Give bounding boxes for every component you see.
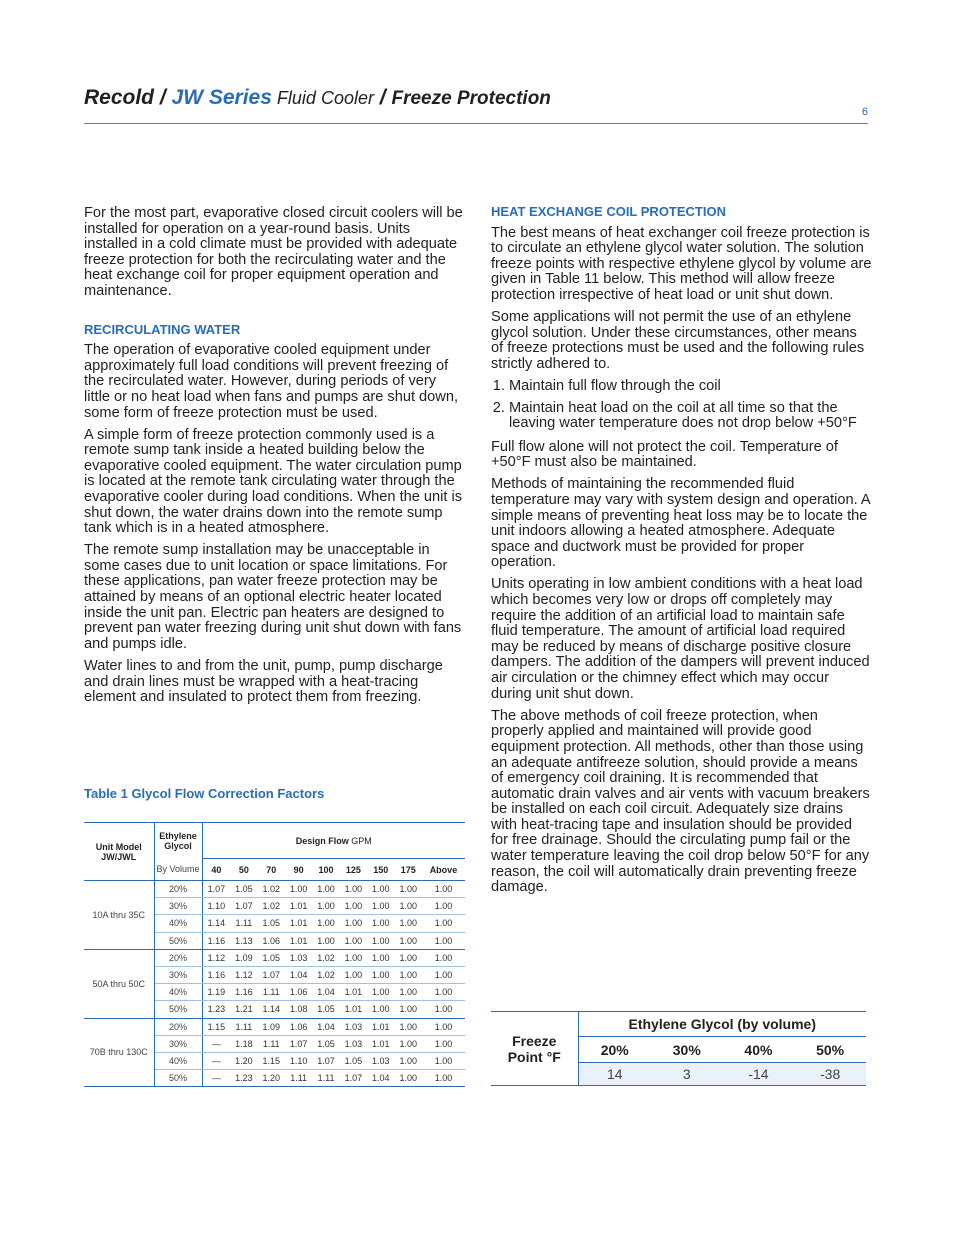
correction-factor-cell: 1.00 [422, 1052, 465, 1069]
unit-label: °F [542, 1048, 561, 1065]
correction-factor-cell: 1.00 [367, 932, 394, 949]
correction-factor-cell: 1.00 [367, 1001, 394, 1018]
paragraph: The operation of evaporative cooled equipment under approximately full load conditions will prevent freezing of the recirculated water. However, during periods of very little or no heat load when fans and pumps are shut down, some form of freeze protection must be used. [84, 342, 459, 421]
by-volume-header: By Volume [154, 859, 202, 881]
freeze-value: 14 [578, 1063, 651, 1086]
page-header [84, 86, 868, 124]
series-name: JW Series [171, 86, 272, 109]
percent-header: 50% [794, 1037, 866, 1063]
correction-factor-cell: 1.00 [422, 1001, 465, 1018]
correction-factor-cell: — [202, 1035, 230, 1052]
page-number: 6 [861, 106, 868, 118]
correction-factor-cell: 1.00 [340, 898, 367, 915]
correction-factor-cell: 1.09 [230, 949, 257, 966]
correction-factor-cell: 1.00 [312, 915, 339, 932]
correction-factor-cell: 1.01 [285, 932, 312, 949]
unit-model-header: Unit Model JW/JWL [84, 823, 154, 881]
correction-factor-cell: 1.02 [312, 949, 339, 966]
flow-header: 50 [230, 859, 257, 881]
correction-factor-cell: 1.04 [285, 966, 312, 983]
correction-factor-cell: 1.23 [230, 1070, 257, 1087]
coil-protection-heading: HEAT EXCHANGE COIL PROTECTION [491, 204, 726, 219]
freeze-header-row [491, 1012, 866, 1037]
correction-factor-cell: 1.00 [395, 898, 422, 915]
correction-factor-cell: 1.00 [395, 932, 422, 949]
table1-body [84, 881, 465, 1087]
correction-factor-cell: 1.01 [367, 1035, 394, 1052]
correction-factor-cell: 1.19 [202, 984, 230, 1001]
correction-factor-cell: 1.01 [285, 915, 312, 932]
correction-factor-cell: 1.00 [367, 966, 394, 983]
freeze-value: -14 [723, 1063, 795, 1086]
correction-factor-cell: 1.10 [202, 898, 230, 915]
correction-factor-cell: 1.15 [202, 1018, 230, 1035]
correction-factor-cell: 1.00 [422, 915, 465, 932]
correction-factor-cell: — [202, 1070, 230, 1087]
correction-factor-cell: 1.00 [422, 932, 465, 949]
correction-factor-cell: 1.00 [367, 984, 394, 1001]
correction-factor-cell: 1.00 [367, 898, 394, 915]
brand-name: Recold [84, 86, 155, 109]
correction-factor-cell: 1.06 [258, 932, 285, 949]
flow-header: 175 [395, 859, 422, 881]
correction-factor-cell: 1.00 [312, 898, 339, 915]
recirculating-water-heading: RECIRCULATING WATER [84, 321, 241, 337]
right-column [491, 204, 873, 902]
correction-factor-cell: 1.07 [340, 1070, 367, 1087]
correction-factor-cell: 1.00 [395, 984, 422, 1001]
correction-factor-cell: 1.00 [285, 881, 312, 898]
correction-factor-cell: 1.00 [422, 1018, 465, 1035]
correction-factor-cell: 1.00 [395, 1052, 422, 1069]
correction-factor-cell: 1.00 [395, 1070, 422, 1087]
design-flow-label: Design Flow [295, 835, 349, 846]
freeze-value: -38 [794, 1063, 866, 1086]
percent-header: 30% [651, 1037, 723, 1063]
glycol-percent-cell: 50% [154, 1070, 202, 1087]
correction-factor-cell: 1.03 [285, 949, 312, 966]
correction-factor-cell: 1.07 [258, 966, 285, 983]
flow-header: 90 [285, 859, 312, 881]
correction-factor-cell: 1.03 [340, 1018, 367, 1035]
flow-header: 70 [258, 859, 285, 881]
correction-factor-cell: 1.07 [285, 1035, 312, 1052]
paragraph: Methods of maintaining the recommended fluid temperature may vary with system design and operation. A simple means of preventing heat loss may be to locate the unit indoors allowing a heated atmosphere. Adequate space and ductwork must be provided for proper operation. [491, 476, 870, 571]
correction-factor-cell: 1.14 [258, 1001, 285, 1018]
glycol-percent-cell: 30% [154, 1035, 202, 1052]
section-title: Freeze Protection [391, 88, 551, 109]
flow-header: 40 [202, 859, 230, 881]
correction-factor-cell: 1.00 [395, 949, 422, 966]
correction-factor-cell: 1.00 [340, 966, 367, 983]
correction-factor-cell: 1.05 [258, 915, 285, 932]
correction-factor-cell: 1.00 [395, 1035, 422, 1052]
correction-factor-cell: 1.23 [202, 1001, 230, 1018]
correction-factor-cell: 1.07 [202, 881, 230, 898]
correction-factor-cell: 1.03 [367, 1052, 394, 1069]
unit-model-cell: 50A thru 50C [84, 949, 154, 1018]
correction-factor-cell: 1.06 [285, 984, 312, 1001]
glycol-volume-header: Ethylene Glycol (by volume) [578, 1012, 866, 1037]
correction-factor-cell: 1.05 [340, 1052, 367, 1069]
product-name: Fluid Cooler [271, 88, 374, 108]
correction-factor-cell: 1.00 [312, 881, 339, 898]
header-separator: / [154, 86, 172, 109]
header-separator: / [373, 86, 392, 109]
correction-factor-cell: 1.00 [422, 1070, 465, 1087]
freeze-value: 3 [651, 1063, 723, 1086]
correction-factor-cell: 1.00 [422, 984, 465, 1001]
rule-item: 1. Maintain full flow through the coil [509, 379, 873, 395]
correction-factor-cell: 1.00 [395, 881, 422, 898]
correction-factor-cell: 1.00 [395, 966, 422, 983]
correction-factor-cell: 1.16 [202, 932, 230, 949]
correction-factor-cell: 1.11 [312, 1070, 339, 1087]
glycol-header: Ethylene Glycol [154, 823, 202, 859]
glycol-percent-cell: 40% [154, 984, 202, 1001]
glycol-percent-cell: 30% [154, 898, 202, 915]
glycol-percent-cell: 40% [154, 915, 202, 932]
point-label: Point [507, 1048, 543, 1065]
rules-list [491, 379, 873, 432]
correction-factor-cell: 1.00 [367, 949, 394, 966]
freeze-point-table [491, 1011, 866, 1086]
correction-factor-cell: 1.01 [340, 1001, 367, 1018]
correction-factor-cell: 1.15 [258, 1052, 285, 1069]
correction-factor-cell: 1.08 [285, 1001, 312, 1018]
correction-factor-cell: 1.16 [202, 966, 230, 983]
rule-item: 2. Maintain heat load on the coil at all time so that the leaving water temperature does not drop below +50°F [509, 401, 873, 432]
correction-factor-cell: 1.07 [312, 1052, 339, 1069]
correction-factor-cell: 1.00 [340, 949, 367, 966]
correction-factor-cell: 1.09 [258, 1018, 285, 1035]
correction-factor-cell: 1.00 [340, 881, 367, 898]
correction-factor-cell: 1.04 [367, 1070, 394, 1087]
glycol-percent-cell: 20% [154, 949, 202, 966]
unit-model-cell: 70B thru 130C [84, 1018, 154, 1087]
warning-note: Full flow alone will not protect the coil. Temperature of +50°F must also be maintained. [491, 438, 838, 471]
paragraph: A simple form of freeze protection commonly used is a remote sump tank inside a heated building below the evaporative cooled equipment. The water circulation pump is located at the remote tank circulating water through the evaporative cooler during load conditions. When the unit is shut down, the water drains down into the remote sump tank which is in a heated atmosphere. [84, 426, 463, 537]
percent-header: 20% [578, 1037, 651, 1063]
correction-factor-cell: 1.05 [230, 881, 257, 898]
unit-model-cell: 10A thru 35C [84, 881, 154, 950]
paragraph: Units operating in low ambient conditions with a heat load which becomes very low or drops off completely may require the addition of an artificial load to maintain safe fluid temperature. The amount of artificial load required may be reduced by means of discharge positive closure dampers. The addition of the dampers will prevent induced air circulation or the chimney effect which may occur during unit shut down. [491, 576, 870, 702]
correction-factor-cell: 1.00 [312, 932, 339, 949]
glycol-percent-cell: 20% [154, 881, 202, 898]
correction-factor-cell: 1.00 [395, 1018, 422, 1035]
correction-factor-cell: 1.12 [230, 966, 257, 983]
table-row [84, 1018, 465, 1035]
correction-factor-cell: 1.11 [230, 915, 257, 932]
correction-factor-cell: 1.12 [202, 949, 230, 966]
glycol-percent-cell: 40% [154, 1052, 202, 1069]
glycol-percent-cell: 30% [154, 966, 202, 983]
correction-factor-cell: 1.21 [230, 1001, 257, 1018]
correction-factor-cell: 1.05 [258, 949, 285, 966]
freeze-label: Freeze [512, 1032, 557, 1049]
flow-header: 125 [340, 859, 367, 881]
flow-header: 150 [367, 859, 394, 881]
correction-factor-cell: 1.05 [312, 1035, 339, 1052]
correction-factor-cell: 1.00 [340, 932, 367, 949]
correction-factor-cell: 1.01 [340, 984, 367, 1001]
correction-factor-cell: 1.20 [258, 1070, 285, 1087]
correction-factor-cell: 1.06 [285, 1018, 312, 1035]
correction-factor-cell: 1.00 [422, 898, 465, 915]
correction-factor-cell: 1.11 [285, 1070, 312, 1087]
correction-factor-cell: 1.00 [395, 915, 422, 932]
paragraph: Some applications will not permit the use of an ethylene glycol solution. Under these circumstances, other means of freeze protections must be used and the following rules strictly adhered to. [491, 309, 865, 372]
correction-factor-cell: 1.16 [230, 984, 257, 1001]
correction-factor-cell: 1.10 [285, 1052, 312, 1069]
percent-header: 40% [723, 1037, 795, 1063]
flow-header: Above [422, 859, 465, 881]
paragraph: The remote sump installation may be unacceptable in some cases due to unit location or space limitations. For these applications, pan water freeze protection may be attained by means of an optional electric heater located inside the unit pan. Electric pan heaters are designed to prevent pan water freezing during unit shut down with fans and pumps idle. [84, 542, 462, 652]
left-column [84, 206, 466, 712]
correction-factor-cell: 1.01 [285, 898, 312, 915]
paragraph: The above methods of coil freeze protection, when properly applied and maintained will provide good equipment protection. All methods, other than those using an adequate antifreeze solution, should provide a means of emergency coil draining. It is recommended that automatic drain valves and air vents with vacuum breakers be installed on each coil circuit. Adequately size drains with heat-tracing tape and insulation should be provided for free drainage. Should the circulating pump fail or the water temperature leaving the coil drop below 50°F for any reason, the coil will automatically drain preventing freeze damage. [491, 707, 870, 896]
table1-caption: Table 1 Glycol Flow Correction Factors [84, 786, 325, 801]
glycol-percent-cell: 50% [154, 1001, 202, 1018]
flow-header: 100 [312, 859, 339, 881]
correction-factor-cell: 1.02 [258, 898, 285, 915]
correction-factor-cell: 1.00 [395, 1001, 422, 1018]
correction-factor-cell: 1.02 [312, 966, 339, 983]
correction-factor-cell: 1.04 [312, 984, 339, 1001]
correction-factor-cell: 1.00 [367, 881, 394, 898]
design-flow-header [202, 823, 465, 859]
paragraph: Water lines to and from the unit, pump, pump discharge and drain lines must be wrapped with a heat-tracing element and insulated to protect them from freezing. [84, 657, 443, 706]
paragraph: The best means of heat exchanger coil freeze protection is to circulate an ethylene glycol water solution. The solution freeze points with respective ethylene glycol by volume are given in Table 11 below. This method will allow freeze protection irrespective of heat load or unit shut down. [491, 224, 872, 303]
glycol-percent-cell: 50% [154, 932, 202, 949]
correction-factor-cell: 1.13 [230, 932, 257, 949]
correction-factor-cell: 1.14 [202, 915, 230, 932]
correction-factor-cell: 1.01 [367, 1018, 394, 1035]
table-row [84, 949, 465, 966]
header-title [84, 86, 551, 110]
correction-factor-cell: 1.02 [258, 881, 285, 898]
design-flow-unit: GPM [348, 835, 372, 846]
correction-factor-cell: 1.20 [230, 1052, 257, 1069]
correction-factor-cell: 1.00 [422, 881, 465, 898]
correction-factor-cell: 1.11 [230, 1018, 257, 1035]
correction-factor-cell: 1.07 [230, 898, 257, 915]
correction-factor-cell: 1.03 [340, 1035, 367, 1052]
correction-factor-cell: 1.11 [258, 984, 285, 1001]
correction-factor-cell: 1.04 [312, 1018, 339, 1035]
glycol-flow-correction-table [84, 822, 465, 1087]
correction-factor-cell: 1.00 [340, 915, 367, 932]
correction-factor-cell: 1.05 [312, 1001, 339, 1018]
glycol-percent-cell: 20% [154, 1018, 202, 1035]
correction-factor-cell: 1.00 [422, 1035, 465, 1052]
correction-factor-cell: 1.00 [422, 949, 465, 966]
correction-factor-cell: 1.18 [230, 1035, 257, 1052]
correction-factor-cell: 1.11 [258, 1035, 285, 1052]
table-row [84, 881, 465, 898]
correction-factor-cell: 1.00 [422, 966, 465, 983]
correction-factor-cell: — [202, 1052, 230, 1069]
table-header-row [84, 823, 465, 859]
correction-factor-cell: 1.00 [367, 915, 394, 932]
freeze-point-header [491, 1012, 578, 1086]
intro-paragraph: For the most part, evaporative closed circuit coolers will be installed for operation on a year-round basis. Units installed in a cold climate must be provided with adequate freeze protection for both the recirculating water and the heat exchange coil for proper equipment operation and maintenance. [84, 205, 463, 299]
